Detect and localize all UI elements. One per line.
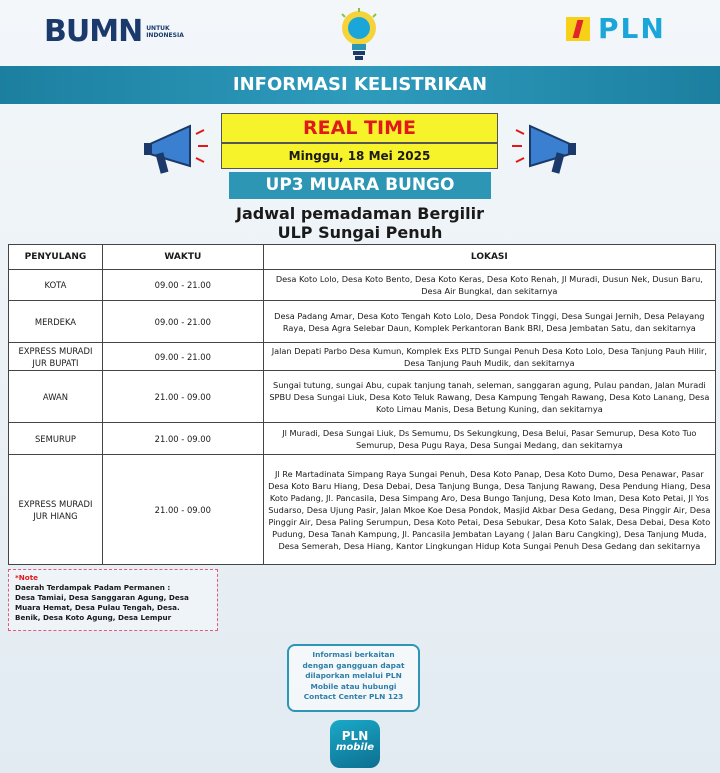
cell-penyulang: EXPRESS MURADI JUR BUPATI [9, 343, 103, 371]
pln-logo-text: PLN [598, 12, 666, 45]
bumn-logo-subtext [146, 25, 184, 39]
megaphone-icon [140, 120, 210, 182]
bumn-indonesia: INDONESIA [146, 31, 184, 39]
cell-waktu: 21.00 - 09.00 [102, 423, 263, 455]
bumn-logo-text: BUMN [44, 14, 143, 49]
table-header-row [9, 245, 716, 270]
cell-penyulang: SEMURUP [9, 423, 103, 455]
cell-penyulang: AWAN [9, 371, 103, 423]
pln-logo [566, 12, 666, 45]
app-icon-label: PLN [341, 729, 369, 743]
realtime-banner: REAL TIME [221, 113, 498, 143]
pln-lightning-icon [566, 17, 590, 41]
page-title: INFORMASI KELISTRIKAN [0, 66, 720, 104]
info-line: Mobile atau hubungi [310, 681, 397, 691]
note-title: *Note [15, 573, 39, 582]
schedule-table [8, 244, 716, 565]
note-line: Muara Hemat, Desa Pulau Tengah, Desa. [15, 603, 180, 612]
cell-lokasi: Jl Muradi, Desa Sungai Liuk, Ds Semumu, Ds Sekungkung, Desa Belui, Pasar Semurup, Desa Koto Tuo Semurup, Desa Pugu Raya, Desa Sungai Medang, dan sekitarnya [263, 423, 715, 455]
contact-info-box [287, 644, 420, 712]
table-row [9, 343, 716, 371]
note-line: Desa Tamiai, Desa Sanggaran Agung, Desa [15, 593, 189, 602]
info-line: Informasi berkaitan [312, 650, 395, 659]
column-header: PENYULANG [9, 245, 103, 270]
unit-label: UP3 MUARA BUNGO [229, 172, 491, 199]
cell-waktu: 21.00 - 09.00 [102, 455, 263, 565]
cell-penyulang: KOTA [9, 270, 103, 301]
schedule-subtitle: ULP Sungai Penuh [277, 223, 443, 242]
info-line: dilaporkan melalui PLN [305, 671, 402, 680]
bumn-untuk: UNTUK [146, 24, 170, 32]
note-line: Daerah Terdampak Padam Permanen : [15, 583, 171, 592]
info-line: dengan gangguan dapat [302, 660, 405, 670]
column-header: WAKTU [102, 245, 263, 270]
table-row [9, 301, 716, 343]
schedule-title: Jadwal pemadaman Bergilir [235, 204, 485, 223]
megaphone-icon [510, 120, 580, 182]
note-box [8, 569, 218, 631]
cell-waktu: 09.00 - 21.00 [102, 270, 263, 301]
column-header: LOKASI [263, 245, 715, 270]
cell-lokasi: Sungai tutung, sungai Abu, cupak tanjung tanah, seleman, sanggaran agung, Pulau pandan, Jalan Muradi SPBU Desa Sungai Liuk, Desa Koto Teluk Rawang, Desa Kampung Tengah Rawang, Desa Koto Lanang, Desa Koto Limau Manis, Desa Betung Kuning, dan sekitarnya [263, 371, 715, 423]
table-row [9, 371, 716, 423]
table-row [9, 423, 716, 455]
cell-lokasi: Jl Re Martadinata Simpang Raya Sungai Penuh, Desa Koto Panap, Desa Koto Dumo, Desa Penawar, Pasar Desa Koto Baru Hiang, Desa Debai, Desa Tanjung Bunga, Desa Tanjung Rawang, Desa Pendung Hiang, Desa Koto Padang, Jl. Pancasila, Desa Simpang Aro, Desa Bungo Tanjung, Desa Koto Iman, Desa Koto Petai, Jl Yos Sudarso, Desa Ujung Pasir, Jalan Mkoe Koe Desa Pondok, Masjid Akbar Desa Gedang, Desa Pinggir Air, Desa Pinggir Air, Desa Paling Serumpun, Desa Koto Petai, Desa Sebukar, Desa Koto Salak, Desa Debai, Desa Koto Pudung, Desa Tanah Kampung, Jl. Pancasila Jembatan Layang ( Jalan Baru Cangking), Desa Tanjung Muda, Desa Semerah, Desa Hiang, Kantor Lingkungan Hidup Kota Sungai Penuh Desa Gedang dan sekitarnya [263, 455, 715, 565]
cell-lokasi: Desa Koto Lolo, Desa Koto Bento, Desa Koto Keras, Desa Koto Renah, Jl Muradi, Dusun Nek, Dusun Baru, Desa Air Bungkal, dan sekitarnya [263, 270, 715, 301]
app-icon-sublabel: mobile [335, 742, 375, 753]
cell-lokasi: Jalan Depati Parbo Desa Kumun, Komplek Exs PLTD Sungai Penuh Desa Koto Lolo, Desa Tanjung Pauh Hilir, Desa Tanjung Pauh Mudik, dan sekitarnya [263, 343, 715, 371]
bumn-logo [44, 14, 184, 49]
cell-lokasi: Desa Padang Amar, Desa Koto Tengah Koto Lolo, Desa Pondok Tinggi, Desa Sungai Jernih, Desa Pelayang Raya, Desa Agra Selebar Daun, Komplek Perkantoran Bank BRI, Desa Jembatan Satu, dan sekitarnya [263, 301, 715, 343]
cell-waktu: 09.00 - 21.00 [102, 343, 263, 371]
cell-penyulang: MERDEKA [9, 301, 103, 343]
info-line: Contact Center PLN 123 [303, 692, 404, 701]
cell-waktu: 09.00 - 21.00 [102, 301, 263, 343]
note-line: Benik, Desa Koto Agung, Desa Lempur [15, 613, 172, 622]
pln-mobile-app-icon[interactable] [330, 720, 380, 768]
date-label: Minggu, 18 Mei 2025 [221, 143, 498, 169]
table-row [9, 455, 716, 565]
table-row [9, 270, 716, 301]
cell-waktu: 21.00 - 09.00 [102, 371, 263, 423]
lightbulb-icon [336, 6, 382, 64]
cell-penyulang: EXPRESS MURADI JUR HIANG [9, 455, 103, 565]
